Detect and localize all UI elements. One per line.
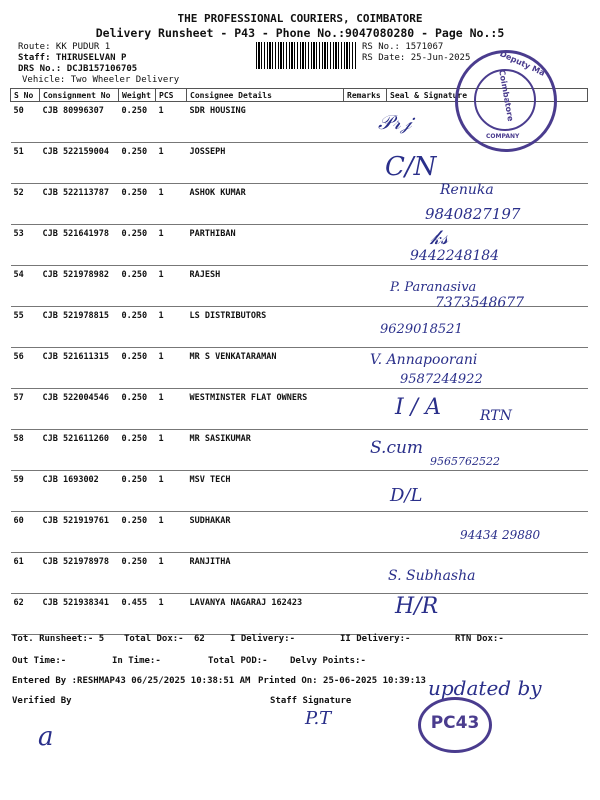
cell-consignment-no: CJB 522113787 bbox=[40, 184, 119, 225]
cell-weight: 0.250 bbox=[119, 225, 156, 266]
cell-sno: 60 bbox=[11, 512, 40, 553]
cell-pcs: 1 bbox=[156, 512, 187, 553]
verified-sign: a bbox=[38, 722, 54, 752]
signature-53: 𝓀𝓈 bbox=[430, 225, 449, 249]
sign-56-phone: 9629018521 bbox=[380, 322, 463, 337]
cell-consignee-details: PARTHIBAN bbox=[187, 225, 344, 266]
cell-pcs: 1 bbox=[156, 389, 187, 430]
verified-by: Verified By bbox=[12, 696, 72, 706]
cell-weight: 0.250 bbox=[119, 553, 156, 594]
ii-delivery: II Delivery:- bbox=[340, 634, 411, 644]
cell-weight: 0.250 bbox=[119, 143, 156, 184]
cell-sno: 61 bbox=[11, 553, 40, 594]
company-stamp bbox=[455, 50, 557, 152]
cell-consignment-no: CJB 521978815 bbox=[40, 307, 119, 348]
cell-weight: 0.455 bbox=[119, 594, 156, 635]
sign-60: D/L bbox=[390, 485, 423, 506]
cell-pcs: 1 bbox=[156, 225, 187, 266]
cell-weight: 0.250 bbox=[119, 389, 156, 430]
staff: Staff: THIRUSELVAN P bbox=[18, 53, 127, 63]
table-row bbox=[11, 553, 588, 594]
cell-pcs: 1 bbox=[156, 594, 187, 635]
rs-date: RS Date: 25-Jun-2025 bbox=[362, 53, 471, 63]
staff-signature: Staff Signature bbox=[270, 696, 352, 706]
entered-by: Entered By :RESHMAP43 06/25/2025 10:38:51 AM bbox=[12, 676, 251, 686]
cell-sno: 52 bbox=[11, 184, 40, 225]
pc43-stamp: PC43 bbox=[418, 697, 492, 753]
sign-55-phone: 7373548677 bbox=[435, 295, 525, 311]
cell-consignment-no: CJB 521919761 bbox=[40, 512, 119, 553]
cell-consignment-no: CJB 521978978 bbox=[40, 553, 119, 594]
table-row bbox=[11, 471, 588, 512]
cell-remarks bbox=[344, 553, 387, 594]
printed-on: Printed On: 25-06-2025 10:39:13 bbox=[258, 676, 426, 686]
cell-sno: 56 bbox=[11, 348, 40, 389]
sign-54-phone: 9442248184 bbox=[410, 248, 500, 264]
cell-remarks bbox=[344, 471, 387, 512]
cell-sno: 58 bbox=[11, 430, 40, 471]
cell-consignment-no: CJB 521611315 bbox=[40, 348, 119, 389]
cell-sno: 62 bbox=[11, 594, 40, 635]
col-details: Consignee Details bbox=[187, 89, 344, 102]
cell-pcs: 1 bbox=[156, 266, 187, 307]
cell-sno: 51 bbox=[11, 143, 40, 184]
cell-consignment-no: CJB 522004546 bbox=[40, 389, 119, 430]
sign-52-phone: 9840827197 bbox=[425, 205, 521, 223]
sign-62-name: S. Subhasha bbox=[388, 568, 476, 584]
table-row bbox=[11, 307, 588, 348]
cell-sno: 54 bbox=[11, 266, 40, 307]
total-dox-value: 62 bbox=[194, 634, 205, 644]
cell-weight: 0.250 bbox=[119, 471, 156, 512]
table-row bbox=[11, 348, 588, 389]
cell-sno: 50 bbox=[11, 102, 40, 143]
runsheet-subtitle: Delivery Runsheet - P43 - Phone No.:9047080280 - Page No.:5 bbox=[95, 26, 505, 40]
updated-by-note: updated by bbox=[428, 676, 542, 700]
rtn-dox: RTN Dox:- bbox=[455, 634, 504, 644]
cell-pcs: 1 bbox=[156, 471, 187, 512]
stamp-text-bottom: COMPANY bbox=[486, 133, 520, 140]
table-row bbox=[11, 594, 588, 635]
route: Route: KK PUDUR 1 bbox=[18, 42, 111, 52]
sign-61-phone: 94434 29880 bbox=[460, 528, 541, 542]
cell-remarks bbox=[344, 143, 387, 184]
sign-62-hr: H/R bbox=[395, 594, 439, 619]
sign-58-ia: I / A bbox=[395, 395, 441, 420]
cell-pcs: 1 bbox=[156, 102, 187, 143]
cell-sno: 55 bbox=[11, 307, 40, 348]
cell-consignee-details: RANJITHA bbox=[187, 553, 344, 594]
col-remarks: Remarks bbox=[344, 89, 387, 102]
cell-consignment-no: CJB 521611260 bbox=[40, 430, 119, 471]
cell-remarks bbox=[344, 512, 387, 553]
cell-sno: 59 bbox=[11, 471, 40, 512]
cell-consignment-no: CJB 521641978 bbox=[40, 225, 119, 266]
col-seal: Seal & Signature bbox=[387, 89, 588, 102]
delvy-points: Delvy Points:- bbox=[290, 656, 366, 666]
cell-weight: 0.250 bbox=[119, 512, 156, 553]
barcode bbox=[256, 42, 356, 69]
cell-remarks bbox=[344, 266, 387, 307]
cell-weight: 0.250 bbox=[119, 430, 156, 471]
cell-consignee-details: SUDHAKAR bbox=[187, 512, 344, 553]
cell-weight: 0.250 bbox=[119, 102, 156, 143]
signature-50: 𝒫𝓇𝒿 bbox=[378, 110, 412, 134]
cell-weight: 0.250 bbox=[119, 184, 156, 225]
sign-58-rtn: RTN bbox=[480, 408, 512, 424]
cell-consignment-no: CJB 521978982 bbox=[40, 266, 119, 307]
cell-remarks bbox=[344, 594, 387, 635]
cell-sno: 53 bbox=[11, 225, 40, 266]
sign-57-phone: 9587244922 bbox=[400, 372, 483, 387]
cell-remarks bbox=[344, 225, 387, 266]
cell-weight: 0.250 bbox=[119, 266, 156, 307]
cell-remarks bbox=[344, 184, 387, 225]
sign-51: C/N bbox=[385, 152, 437, 182]
staff-sign: P.T bbox=[305, 708, 332, 729]
sign-52-name: Renuka bbox=[440, 182, 494, 198]
i-delivery: I Delivery:- bbox=[230, 634, 296, 644]
cell-pcs: 1 bbox=[156, 553, 187, 594]
table-row bbox=[11, 225, 588, 266]
drs-no: DRS No.: DCJB157106705 bbox=[18, 64, 138, 74]
cell-consignee-details: WESTMINSTER FLAT OWNERS bbox=[187, 389, 344, 430]
cell-consignee-details: MSV TECH bbox=[187, 471, 344, 512]
vehicle: Vehicle: Two Wheeler Delivery bbox=[22, 75, 180, 85]
col-sno: S No bbox=[11, 89, 40, 102]
company-title: THE PROFESSIONAL COURIERS, COIMBATORE bbox=[177, 12, 423, 25]
cell-remarks bbox=[344, 389, 387, 430]
table-row bbox=[11, 430, 588, 471]
rs-no: RS No.: 1571067 bbox=[362, 42, 444, 52]
sign-59-phone: 9565762522 bbox=[430, 455, 500, 468]
cell-weight: 0.250 bbox=[119, 348, 156, 389]
cell-consignee-details: MR S VENKATARAMAN bbox=[187, 348, 344, 389]
cell-consignee-details: LAVANYA NAGARAJ 162423 bbox=[187, 594, 344, 635]
cell-consignment-no: CJB 521938341 bbox=[40, 594, 119, 635]
col-pcs: PCS bbox=[156, 89, 187, 102]
col-consignment: Consignment No bbox=[40, 89, 119, 102]
sign-57-name: V. Annapoorani bbox=[370, 352, 478, 368]
cell-consignee-details: RAJESH bbox=[187, 266, 344, 307]
cell-consignee-details: SDR HOUSING bbox=[187, 102, 344, 143]
cell-pcs: 1 bbox=[156, 348, 187, 389]
cell-pcs: 1 bbox=[156, 143, 187, 184]
cell-consignee-details: ASHOK KUMAR bbox=[187, 184, 344, 225]
cell-pcs: 1 bbox=[156, 184, 187, 225]
cell-consignment-no: CJB 80996307 bbox=[40, 102, 119, 143]
runsheet-table bbox=[10, 88, 588, 635]
cell-pcs: 1 bbox=[156, 430, 187, 471]
cell-sno: 57 bbox=[11, 389, 40, 430]
cell-consignee-details: MR SASIKUMAR bbox=[187, 430, 344, 471]
cell-weight: 0.250 bbox=[119, 307, 156, 348]
stamp-text-side: Coimbatore bbox=[497, 68, 516, 123]
cell-pcs: 1 bbox=[156, 307, 187, 348]
sign-59-name: S.cum bbox=[370, 438, 424, 458]
total-dox-label: Total Dox:- bbox=[124, 634, 184, 644]
cell-consignee-details: LS DISTRIBUTORS bbox=[187, 307, 344, 348]
stamp-text-top: Deputy Ma bbox=[498, 49, 547, 78]
sign-55-name: P. Paranasiva bbox=[390, 280, 477, 295]
cell-consignment-no: CJB 1693002 bbox=[40, 471, 119, 512]
total-pod: Total POD:- bbox=[208, 656, 268, 666]
tot-runsheet: Tot. Runsheet:- 5 bbox=[12, 634, 105, 644]
col-weight: Weight bbox=[119, 89, 156, 102]
out-time: Out Time:- bbox=[12, 656, 67, 666]
cell-consignment-no: CJB 522159004 bbox=[40, 143, 119, 184]
cell-consignee-details: JOSSEPH bbox=[187, 143, 344, 184]
in-time: In Time:- bbox=[112, 656, 161, 666]
